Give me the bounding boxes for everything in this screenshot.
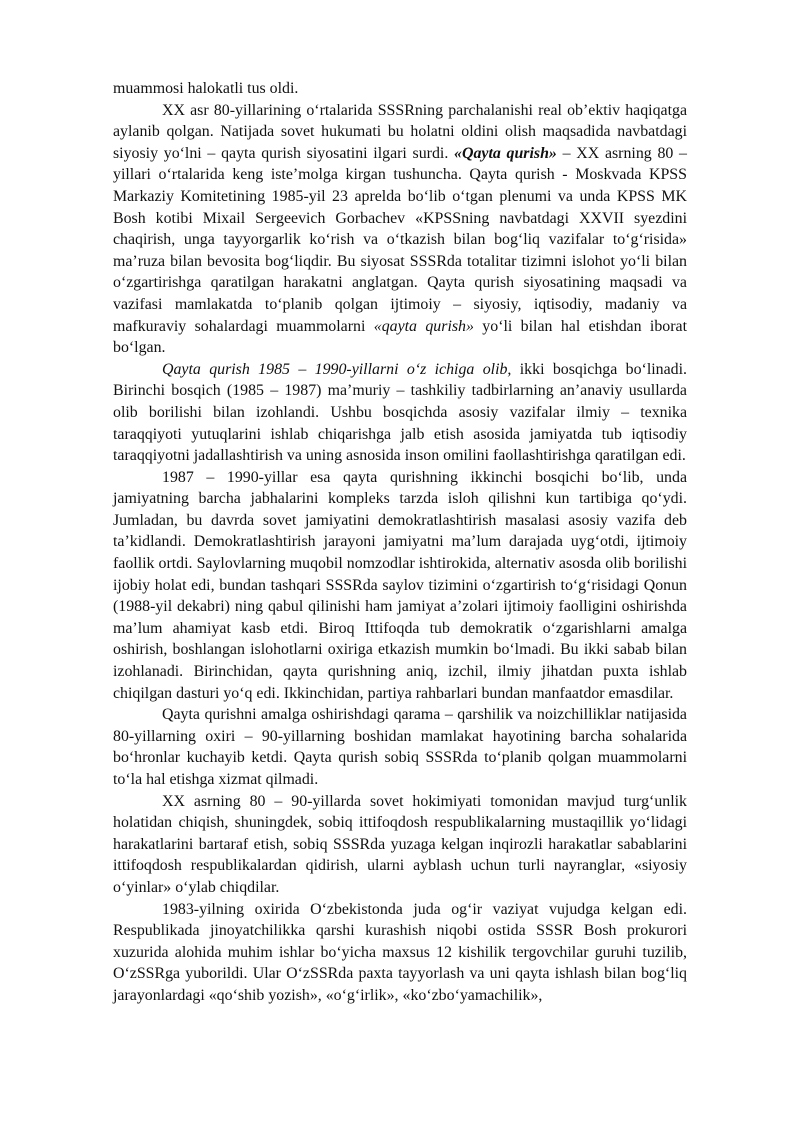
text-segment: ikki bosqichga bo‘linadi. Birinchi bosqich (1985 – 1987) ma’muriy – tashkiliy tadbirlarning an’anaviy usullarda olib borilishi bilan izohlandi. Ushbu bosqichda asosiy vazifalar ilmiy – texnika taraqqiyoti yutuqlarini ishlab chiqarishga jalb etish asosida jamiyatda tub iqtisodiy taraqqiyotni jadallashtirish va uning asnosida inson omilini faollashtirishga qaratilgan edi. — [113, 360, 687, 465]
document-page — [113, 78, 687, 1007]
text-segment: yo‘li bilan hal etishdan iborat bo‘lgan. — [113, 317, 687, 357]
paragraph-stages — [113, 359, 687, 467]
text-segment: muammosi halokatli tus oldi. — [113, 80, 299, 97]
text-segment: XX asr 80-yillarining o‘rtalarida SSSRning parchalanishi real ob’ektiv haqiqatga aylanib qolgan. Natijada sovet hukumati bu holatni oldini olish maqsadida navbatdagi siyosiy yo‘lni – qayta qurish siyosatini ilgari surdi. — [113, 101, 687, 162]
text-segment: 1983-yilning oxirida O‘zbekistonda juda og‘ir vaziyat vujudga kelgan edi. Respublikada jinoyatchilikka qarshi kurashish niqobi ostida SSSR Bosh prokurori xuzurida alohida muhim ishlar bo‘yicha maxsus 12 kishilik tergovchilar guruhi tuzilib, O‘zSSRga yuborildi. Ular O‘zSSRda paxta tayyorlash va uni qayta ishlash bilan bog‘liq jarayonlardagi «qo‘shib yozish», «o‘g‘irlik», «ko‘zbo‘yamachilik», — [113, 900, 687, 1004]
text-segment: – XX asrning 80 – yillari o‘rtalarida keng iste’molga kirgan tushuncha. Qayta qurish - Moskvada KPSS Markaziy Komitetining 1985-yil 23 aprelda bo‘lib o‘tgan plenumi va unda KPSS MK Bosh kotibi Mixail Sergeevich Gorbachev «KPSSning navbatdagi XXVII syezdini chaqirish, unga tayyorgarlik ko‘rish va o‘tkazish bilan bog‘liq vazifalar to‘g‘risida» ma’ruza bilan bevosita bog‘liqdir. Bu siyosat SSSRda totalitar tizimni islohot yo‘li bilan o‘zgartirishga qaratilgan harakatni anglatgan. Qayta qurish siyosatining maqsadi va vazifasi mamlakatda to‘planib qolgan ijtimoiy – siyosiy, iqtisodiy, madaniy va mafkuraviy sohalardagi muammolarni — [113, 144, 687, 335]
text-segment: 1987 – 1990-yillar esa qayta qurishning ikkinchi bosqichi bo‘lib, unda jamiyatning barcha jabhalarini kompleks tarzda isloh qilishni kun tartibiga qo‘ydi. Jumladan, bu davrda sovet jamiyatini demokratlashtirish masalasi asosiy vazifa deb ta’kidlandi. Demokratlashtirish jarayoni jamiyatni ma’lum darajada uyg‘otdi, ijtimoiy faollik ortdi. Saylovlarning muqobil nomzodlar ishtirokida, alternativ asosda olib borilishi ijobiy holat edi, bundan tashqari SSSRda saylov tizimini o‘zgartirish to‘g‘risidagi Qonun (1988-yil dekabri) ning qabul qilinishi ham jamiyat a’zolari ijtimoiy faolligini oshirishda ma’lum ahamiyat kasb etdi. Biroq Ittifoqda tub demokratik o‘zgarishlarni amalga oshirish, boshlangan islohotlarni oxiriga etkazish mumkin bo‘lmadi. Bu ikki sabab bilan izohlanadi. Birinchidan, qayta qurishning aniq, izchil, ilmiy jihatdan puxta ishlab chiqilgan dasturi yo‘q edi. Ikkinchidan, partiya rahbarlari bundan manfaatdor emasdilar. — [113, 468, 687, 702]
text-segment: XX asrning 80 – 90-yillarda sovet hokimiyati tomonidan mavjud turg‘unlik holatidan chiqish, shuningdek, sobiq ittifoqdosh respublikalarning mustaqillik yo‘lidagi harakatlarini bartaraf etish, sobiq SSSRda yuzaga kelgan inqirozli harakatlar sabablarini ittifoqdosh respublikalardan qidirish, ularni ayblash uchun turli nayranglar, «siyosiy o‘yinlar» o‘ylab chiqdilar. — [113, 792, 687, 896]
term-italic: «qayta qurish» — [373, 317, 474, 335]
text-segment: Qayta qurishni amalga oshirishdagi qarama – qarshilik va noizchilliklar natijasida 80-yillarning oxiri – 90-yillarning boshidan mamlakat hayotining barcha sohalarida bo‘hronlar kuchayib ketdi. Qayta qurish sobiq SSSRda to‘planib qolgan muammolarni to‘la hal etishga xizmat qilmadi. — [113, 706, 687, 788]
term-italic: Qayta qurish 1985 – 1990-yillarni o‘z ichiga olib, — [162, 360, 512, 378]
paragraph-perestroika-intro — [113, 100, 687, 359]
term-bold-italic: «Qayta qurish» — [454, 144, 557, 162]
paragraph-second-stage — [113, 467, 687, 705]
paragraph-soviet-power — [113, 791, 687, 899]
paragraph-continuation — [113, 78, 687, 100]
paragraph-1983-uzbekistan — [113, 899, 687, 1007]
paragraph-contradictions — [113, 704, 687, 790]
